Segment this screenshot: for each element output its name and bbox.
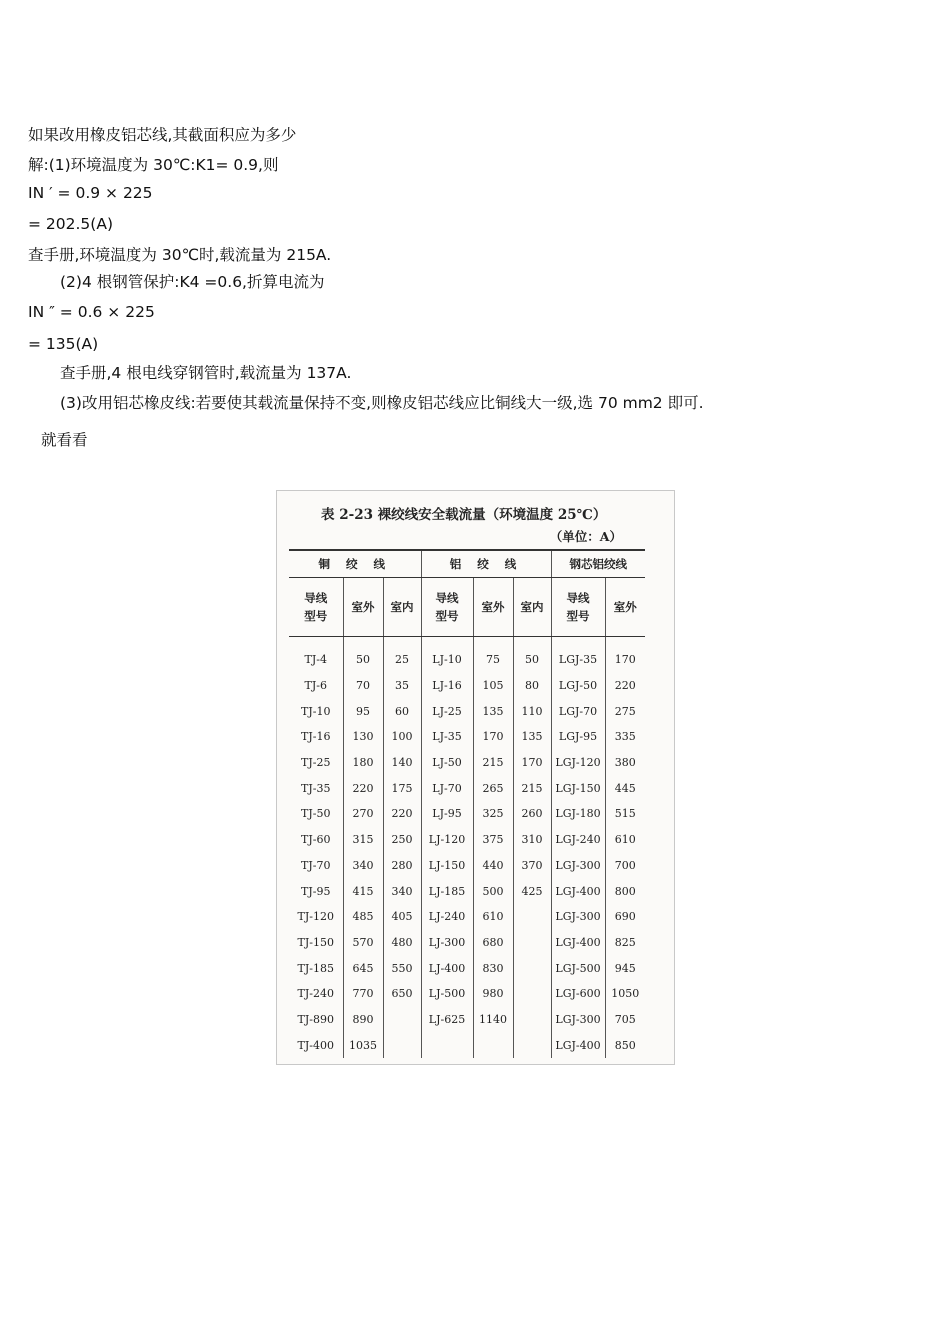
table-cell: 80 bbox=[513, 673, 551, 699]
formula-result: = 202.5(A) bbox=[28, 215, 113, 233]
table-cell: 110 bbox=[513, 698, 551, 724]
formula-line: IN ′ = 0.9 × 225 bbox=[28, 184, 153, 202]
table-cell: TJ-240 bbox=[289, 981, 343, 1007]
table-cell: 325 bbox=[473, 801, 513, 827]
table-cell: 705 bbox=[614, 1012, 636, 1026]
table-cell: 570 bbox=[343, 930, 383, 956]
solution-step-2: (2)4 根钢管保护:K4 =0.6,折算电流为 bbox=[60, 273, 325, 291]
table-cell bbox=[513, 1032, 551, 1058]
formula-line: IN ″ = 0.6 × 225 bbox=[28, 303, 155, 321]
table-cell: LJ-35 bbox=[421, 724, 473, 750]
table-cell: 480 bbox=[383, 930, 421, 956]
table-cell: 335 bbox=[614, 730, 636, 744]
table-cell: TJ-95 bbox=[289, 878, 343, 904]
table-row bbox=[289, 775, 645, 801]
table-cell: LJ-300 bbox=[421, 930, 473, 956]
table-cell: 645 bbox=[343, 955, 383, 981]
table-cell: LGJ-500 bbox=[551, 955, 605, 981]
table-cell: 215 bbox=[473, 750, 513, 776]
table-cell: 610 bbox=[473, 904, 513, 930]
table-cell: 260 bbox=[513, 801, 551, 827]
table-cell: 250 bbox=[383, 827, 421, 853]
table-cell: TJ-25 bbox=[289, 750, 343, 776]
table-cell: 610 bbox=[614, 833, 636, 847]
table-cell: 440 bbox=[473, 853, 513, 879]
table-cell: TJ-35 bbox=[289, 775, 343, 801]
table-cell: LGJ-400 bbox=[551, 878, 605, 904]
table-cell bbox=[513, 981, 551, 1007]
table-cell: 890 bbox=[343, 1007, 383, 1033]
table-cell: LJ-16 bbox=[421, 673, 473, 699]
table-cell: 1035 bbox=[343, 1032, 383, 1058]
column-header: 室外 bbox=[473, 578, 513, 637]
group-header-copper: 铜 绞 线 bbox=[289, 550, 421, 578]
table-cell: 220 bbox=[343, 775, 383, 801]
table-cell: 340 bbox=[343, 853, 383, 879]
table-cell: LGJ-95 bbox=[551, 724, 605, 750]
table-cell: TJ-4 bbox=[289, 637, 343, 673]
table-cell: 370 bbox=[513, 853, 551, 879]
scanned-table-image bbox=[276, 490, 675, 1065]
table-cell: 75 bbox=[473, 637, 513, 673]
table-row bbox=[289, 673, 645, 699]
table-cell: 135 bbox=[513, 724, 551, 750]
table-cell: 650 bbox=[383, 981, 421, 1007]
table-cell: LGJ-300 bbox=[551, 853, 605, 879]
table-cell: TJ-60 bbox=[289, 827, 343, 853]
column-header: 室外 bbox=[605, 578, 645, 637]
column-header: 室内 bbox=[513, 578, 551, 637]
table-cell: 135 bbox=[473, 698, 513, 724]
table-cell: LJ-25 bbox=[421, 698, 473, 724]
table-cell: LJ-150 bbox=[421, 853, 473, 879]
table-cell: LGJ-150 bbox=[551, 775, 605, 801]
table-cell bbox=[421, 1032, 473, 1058]
table-row bbox=[289, 827, 645, 853]
table-cell: 25 bbox=[383, 637, 421, 673]
table-cell: 825 bbox=[614, 935, 636, 949]
table-cell: LGJ-240 bbox=[551, 827, 605, 853]
table-row bbox=[289, 930, 645, 956]
table-cell: 315 bbox=[343, 827, 383, 853]
table-cell: 405 bbox=[383, 904, 421, 930]
solution-step-1: 解:(1)环境温度为 30℃:K1= 0.9,则 bbox=[28, 156, 279, 174]
table-cell: 180 bbox=[343, 750, 383, 776]
table-cell: 280 bbox=[383, 853, 421, 879]
table-cell: 770 bbox=[343, 981, 383, 1007]
table-cell bbox=[513, 1007, 551, 1033]
table-row bbox=[289, 1007, 645, 1033]
table-cell: 170 bbox=[513, 750, 551, 776]
question-line: 如果改用橡皮铝芯线,其截面积应为多少 bbox=[28, 126, 297, 144]
table-cell: 340 bbox=[383, 878, 421, 904]
table-cell: 680 bbox=[473, 930, 513, 956]
table-cell: 1140 bbox=[473, 1007, 513, 1033]
table-cell: 95 bbox=[343, 698, 383, 724]
table-cell: 60 bbox=[383, 698, 421, 724]
table-cell: LGJ-50 bbox=[551, 673, 605, 699]
table-cell: TJ-890 bbox=[289, 1007, 343, 1033]
table-cell: 415 bbox=[343, 878, 383, 904]
table-cell: 310 bbox=[513, 827, 551, 853]
table-cell: 50 bbox=[343, 637, 383, 673]
table-cell: LJ-10 bbox=[421, 637, 473, 673]
table-cell: 50 bbox=[513, 637, 551, 673]
table-row bbox=[289, 853, 645, 879]
table-cell: 220 bbox=[383, 801, 421, 827]
table-cell: 1050 bbox=[611, 987, 640, 1001]
table-cell: 35 bbox=[383, 673, 421, 699]
table-cell: 945 bbox=[614, 961, 636, 975]
table-cell: 850 bbox=[614, 1038, 636, 1052]
table-cell: LGJ-120 bbox=[551, 750, 605, 776]
table-row bbox=[289, 1032, 645, 1058]
table-cell: LGJ-35 bbox=[551, 637, 605, 673]
table-cell bbox=[513, 955, 551, 981]
table-row bbox=[289, 904, 645, 930]
table-cell bbox=[383, 1032, 421, 1058]
table-cell: TJ-50 bbox=[289, 801, 343, 827]
manual-lookup-line: 查手册,4 根电线穿钢管时,载流量为 137A. bbox=[60, 364, 352, 382]
table-row bbox=[289, 878, 645, 904]
table-cell: LGJ-400 bbox=[551, 1032, 605, 1058]
table-cell: LJ-120 bbox=[421, 827, 473, 853]
table-cell: 690 bbox=[614, 910, 636, 924]
table-cell bbox=[473, 1032, 513, 1058]
table-row bbox=[289, 724, 645, 750]
table-unit: （单位：A） bbox=[549, 529, 622, 544]
table-cell: LJ-50 bbox=[421, 750, 473, 776]
table-cell: 130 bbox=[343, 724, 383, 750]
group-header-aluminum: 铝 绞 线 bbox=[421, 550, 551, 578]
column-header: 导线 型号 bbox=[551, 578, 605, 637]
column-header: 室内 bbox=[383, 578, 421, 637]
table-cell: LGJ-600 bbox=[551, 981, 605, 1007]
table-cell: 375 bbox=[473, 827, 513, 853]
table-cell bbox=[513, 930, 551, 956]
formula-result: = 135(A) bbox=[28, 335, 99, 353]
table-cell: TJ-10 bbox=[289, 698, 343, 724]
table-cell bbox=[513, 904, 551, 930]
table-cell: LJ-625 bbox=[421, 1007, 473, 1033]
table-cell: TJ-120 bbox=[289, 904, 343, 930]
table-row bbox=[289, 981, 645, 1007]
table-cell bbox=[383, 1007, 421, 1033]
table-cell: 105 bbox=[473, 673, 513, 699]
table-cell: LGJ-400 bbox=[551, 930, 605, 956]
table-cell: 550 bbox=[383, 955, 421, 981]
table-row bbox=[289, 801, 645, 827]
table-cell: LJ-500 bbox=[421, 981, 473, 1007]
column-header: 导线 型号 bbox=[421, 578, 473, 637]
table-cell: LGJ-300 bbox=[551, 1007, 605, 1033]
ampacity-table bbox=[289, 549, 645, 1058]
table-cell: 175 bbox=[383, 775, 421, 801]
table-cell: 275 bbox=[614, 704, 636, 718]
table-cell: TJ-150 bbox=[289, 930, 343, 956]
trailing-note: 就看看 bbox=[41, 431, 88, 449]
table-cell: 425 bbox=[513, 878, 551, 904]
table-cell: TJ-6 bbox=[289, 673, 343, 699]
column-header: 导线 型号 bbox=[289, 578, 343, 637]
table-cell: LGJ-300 bbox=[551, 904, 605, 930]
table-cell: LGJ-180 bbox=[551, 801, 605, 827]
table-cell: LJ-400 bbox=[421, 955, 473, 981]
table-cell: TJ-185 bbox=[289, 955, 343, 981]
table-caption: 表 2-23 裸绞线安全载流量（环境温度 25℃） bbox=[321, 507, 607, 523]
table-cell: 500 bbox=[473, 878, 513, 904]
table-cell: 215 bbox=[513, 775, 551, 801]
table-cell: 100 bbox=[383, 724, 421, 750]
table-cell: 980 bbox=[473, 981, 513, 1007]
table-cell: 140 bbox=[383, 750, 421, 776]
table-row bbox=[289, 955, 645, 981]
table-cell: 220 bbox=[614, 679, 636, 693]
manual-lookup-line: 查手册,环境温度为 30℃时,载流量为 215A. bbox=[28, 246, 332, 264]
table-cell: 445 bbox=[614, 781, 636, 795]
table-cell: TJ-70 bbox=[289, 853, 343, 879]
table-cell: 170 bbox=[473, 724, 513, 750]
table-cell: 515 bbox=[614, 807, 636, 821]
table-cell: 380 bbox=[614, 756, 636, 770]
table-cell: LJ-70 bbox=[421, 775, 473, 801]
table-cell: 265 bbox=[473, 775, 513, 801]
table-cell: 830 bbox=[473, 955, 513, 981]
table-row bbox=[289, 750, 645, 776]
table-cell: 485 bbox=[343, 904, 383, 930]
group-header-acsr: 钢芯铝绞线 bbox=[551, 550, 645, 578]
column-header: 室外 bbox=[343, 578, 383, 637]
table-cell: LJ-185 bbox=[421, 878, 473, 904]
table-cell: 800 bbox=[614, 884, 636, 898]
table-cell: TJ-400 bbox=[289, 1032, 343, 1058]
table-row bbox=[289, 698, 645, 724]
table-cell: LGJ-70 bbox=[551, 698, 605, 724]
table-cell: 70 bbox=[343, 673, 383, 699]
table-cell: 270 bbox=[343, 801, 383, 827]
table-cell: LJ-240 bbox=[421, 904, 473, 930]
table-cell: 700 bbox=[614, 858, 636, 872]
solution-step-3: (3)改用铝芯橡皮线:若要使其载流量保持不变,则橡皮铝芯线应比铜线大一级,选 70 mm2 即可. bbox=[60, 394, 704, 412]
table-cell: 170 bbox=[614, 653, 636, 667]
table-row bbox=[289, 637, 645, 673]
table-cell: LJ-95 bbox=[421, 801, 473, 827]
table-cell: TJ-16 bbox=[289, 724, 343, 750]
